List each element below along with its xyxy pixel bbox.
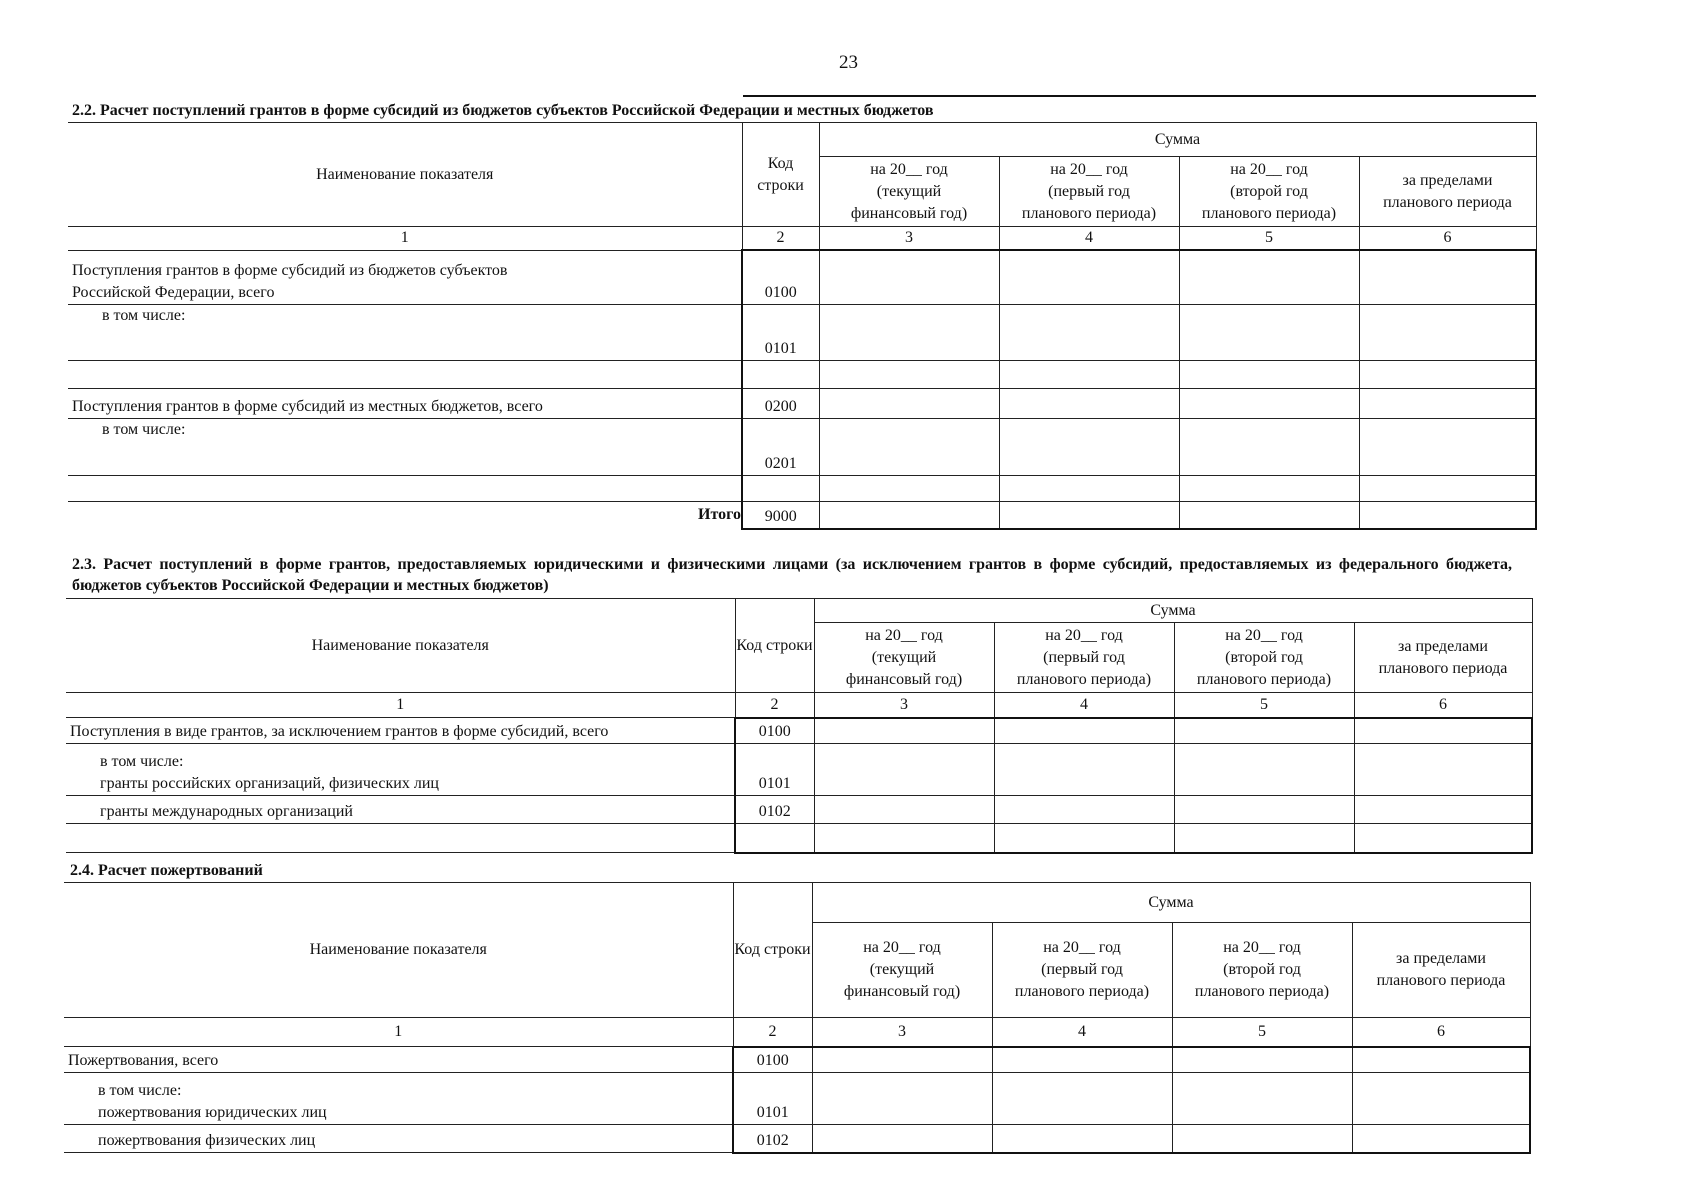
value-cell[interactable] (1179, 418, 1359, 475)
colnum-3: 3 (814, 693, 994, 718)
header-col6: за пределами планового периода (1354, 623, 1532, 693)
table-row (64, 1125, 1530, 1153)
row-name: Поступления грантов в форме субсидий из местных бюджетов, всего (68, 388, 742, 418)
value-cell[interactable] (992, 1125, 1172, 1153)
value-cell[interactable] (812, 1047, 992, 1073)
value-cell[interactable] (819, 418, 999, 475)
table-row (68, 360, 1536, 388)
row-code: 0101 (733, 1073, 812, 1125)
value-cell[interactable] (819, 501, 999, 529)
header-code: Код строки (742, 123, 819, 227)
value-cell[interactable] (1352, 1125, 1530, 1153)
row-name: в том числе: (68, 418, 742, 475)
value-cell[interactable] (1174, 796, 1354, 824)
value-cell[interactable] (992, 1047, 1172, 1073)
row-name: Поступления в виде грантов, за исключением грантов в форме субсидий, всего (66, 718, 735, 744)
value-cell[interactable] (812, 1125, 992, 1153)
value-cell[interactable] (1174, 824, 1354, 853)
value-cell[interactable] (999, 501, 1179, 529)
row-name (68, 360, 742, 388)
header-col5: на 20__ год (второй год планового периода) (1179, 157, 1359, 227)
table-row (64, 1047, 1530, 1073)
value-cell[interactable] (814, 744, 994, 796)
header-col3: на 20__ год (текущий финансовый год) (819, 157, 999, 227)
header-code: Код строки (733, 883, 812, 1018)
value-cell[interactable] (1354, 796, 1532, 824)
value-cell[interactable] (994, 824, 1174, 853)
row-code (742, 475, 819, 501)
row-code: 0101 (735, 744, 814, 796)
value-cell[interactable] (999, 388, 1179, 418)
table-row (68, 475, 1536, 501)
colnum-6: 6 (1352, 1018, 1530, 1047)
value-cell[interactable] (1172, 1073, 1352, 1125)
value-cell[interactable] (1179, 360, 1359, 388)
value-cell[interactable] (1354, 744, 1532, 796)
total-row (68, 501, 1536, 529)
top-rule (743, 95, 1536, 97)
colnum-1: 1 (68, 227, 742, 251)
header-col6: за пределами планового периода (1359, 157, 1536, 227)
value-cell[interactable] (1174, 744, 1354, 796)
section-2-4-table (64, 882, 1531, 1154)
value-cell[interactable] (1179, 250, 1359, 304)
row-name (66, 824, 735, 853)
value-cell[interactable] (1179, 475, 1359, 501)
value-cell[interactable] (1352, 1047, 1530, 1073)
row-code (742, 360, 819, 388)
row-code: 0200 (742, 388, 819, 418)
value-cell[interactable] (999, 418, 1179, 475)
row-code: 0100 (735, 718, 814, 744)
value-cell[interactable] (1359, 501, 1536, 529)
value-cell[interactable] (1172, 1125, 1352, 1153)
header-name: Наименование показателя (68, 123, 742, 227)
colnum-4: 4 (994, 693, 1174, 718)
row-code: 0102 (733, 1125, 812, 1153)
colnum-2: 2 (735, 693, 814, 718)
colnum-2: 2 (733, 1018, 812, 1047)
colnum-5: 5 (1172, 1018, 1352, 1047)
value-cell[interactable] (814, 796, 994, 824)
table-row (66, 718, 1532, 744)
colnum-1: 1 (66, 693, 735, 718)
row-name: Пожертвования, всего (64, 1047, 733, 1073)
header-col4: на 20__ год (первый год планового периода) (992, 923, 1172, 1018)
total-code: 9000 (742, 501, 819, 529)
value-cell[interactable] (1354, 718, 1532, 744)
row-name: гранты международных организаций (66, 796, 735, 824)
header-col4: на 20__ год (первый год планового периода) (994, 623, 1174, 693)
table-row (68, 388, 1536, 418)
value-cell[interactable] (819, 388, 999, 418)
colnum-6: 6 (1359, 227, 1536, 251)
value-cell[interactable] (1359, 388, 1536, 418)
total-label: Итого (68, 501, 742, 529)
row-code (735, 824, 814, 853)
colnum-5: 5 (1174, 693, 1354, 718)
value-cell[interactable] (994, 796, 1174, 824)
value-cell[interactable] (814, 824, 994, 853)
header-col5: на 20__ год (второй год планового периода) (1172, 923, 1352, 1018)
value-cell[interactable] (1172, 1047, 1352, 1073)
header-sum: Сумма (812, 883, 1530, 923)
colnum-2: 2 (742, 227, 819, 251)
header-col3: на 20__ год (текущий финансовый год) (812, 923, 992, 1018)
value-cell[interactable] (1179, 501, 1359, 529)
header-name: Наименование показателя (66, 599, 735, 693)
table-row (68, 304, 1536, 360)
value-cell[interactable] (819, 360, 999, 388)
value-cell[interactable] (1354, 824, 1532, 853)
row-code: 0100 (733, 1047, 812, 1073)
table-row (68, 418, 1536, 475)
header-col3: на 20__ год (текущий финансовый год) (814, 623, 994, 693)
row-name: в том числе: пожертвования юридических лиц (64, 1073, 733, 1125)
value-cell[interactable] (819, 304, 999, 360)
header-col6: за пределами планового периода (1352, 923, 1530, 1018)
section-2-3-table (66, 598, 1533, 854)
value-cell[interactable] (1352, 1073, 1530, 1125)
table-row (68, 250, 1536, 304)
row-name: Поступления грантов в форме субсидий из бюджетов субъектов Российской Федерации, всего (68, 250, 742, 304)
value-cell[interactable] (1179, 388, 1359, 418)
section-2-4-title: 2.4. Расчет пожертвований (70, 862, 263, 879)
value-cell[interactable] (1359, 418, 1536, 475)
colnum-3: 3 (812, 1018, 992, 1047)
row-name (68, 475, 742, 501)
value-cell[interactable] (999, 475, 1179, 501)
header-col4: на 20__ год (первый год планового периода) (999, 157, 1179, 227)
row-code: 0101 (742, 304, 819, 360)
value-cell[interactable] (1359, 360, 1536, 388)
section-2-2-title: 2.2. Расчет поступлений грантов в форме субсидий из бюджетов субъектов Российской Федерации и местных бюджетов (72, 102, 934, 119)
row-name: в том числе: гранты российских организаций, физических лиц (66, 744, 735, 796)
header-sum: Сумма (814, 599, 1532, 623)
colnum-1: 1 (64, 1018, 733, 1047)
colnum-4: 4 (992, 1018, 1172, 1047)
value-cell[interactable] (819, 250, 999, 304)
value-cell[interactable] (1359, 304, 1536, 360)
value-cell[interactable] (814, 718, 994, 744)
header-name: Наименование показателя (64, 883, 733, 1018)
table-row (66, 824, 1532, 853)
value-cell[interactable] (994, 744, 1174, 796)
row-name: пожертвования физических лиц (64, 1125, 733, 1153)
page-number: 23 (839, 52, 858, 73)
value-cell[interactable] (1179, 304, 1359, 360)
value-cell[interactable] (1359, 250, 1536, 304)
value-cell[interactable] (1359, 475, 1536, 501)
table-row (64, 1073, 1530, 1125)
value-cell[interactable] (812, 1073, 992, 1125)
row-code: 0102 (735, 796, 814, 824)
section-2-2-table (68, 122, 1537, 530)
header-sum: Сумма (819, 123, 1536, 157)
table-row (66, 796, 1532, 824)
value-cell[interactable] (999, 250, 1179, 304)
row-name: в том числе: (68, 304, 742, 360)
table-row (66, 744, 1532, 796)
row-code: 0100 (742, 250, 819, 304)
value-cell[interactable] (999, 304, 1179, 360)
section-2-3-title: 2.3. Расчет поступлений в форме грантов, предоставляемых юридическими и физическими лицами (за исключением грантов в форме субсидий, предоставляемых из федерального бюджета, бюджетов субъектов Российской Федерации и местных бюджетов) (72, 556, 1512, 594)
row-code: 0201 (742, 418, 819, 475)
colnum-3: 3 (819, 227, 999, 251)
header-col5: на 20__ год (второй год планового периода) (1174, 623, 1354, 693)
value-cell[interactable] (994, 718, 1174, 744)
colnum-4: 4 (999, 227, 1179, 251)
header-code: Код строки (735, 599, 814, 693)
colnum-5: 5 (1179, 227, 1359, 251)
value-cell[interactable] (819, 475, 999, 501)
value-cell[interactable] (999, 360, 1179, 388)
value-cell[interactable] (1174, 718, 1354, 744)
value-cell[interactable] (992, 1073, 1172, 1125)
colnum-6: 6 (1354, 693, 1532, 718)
